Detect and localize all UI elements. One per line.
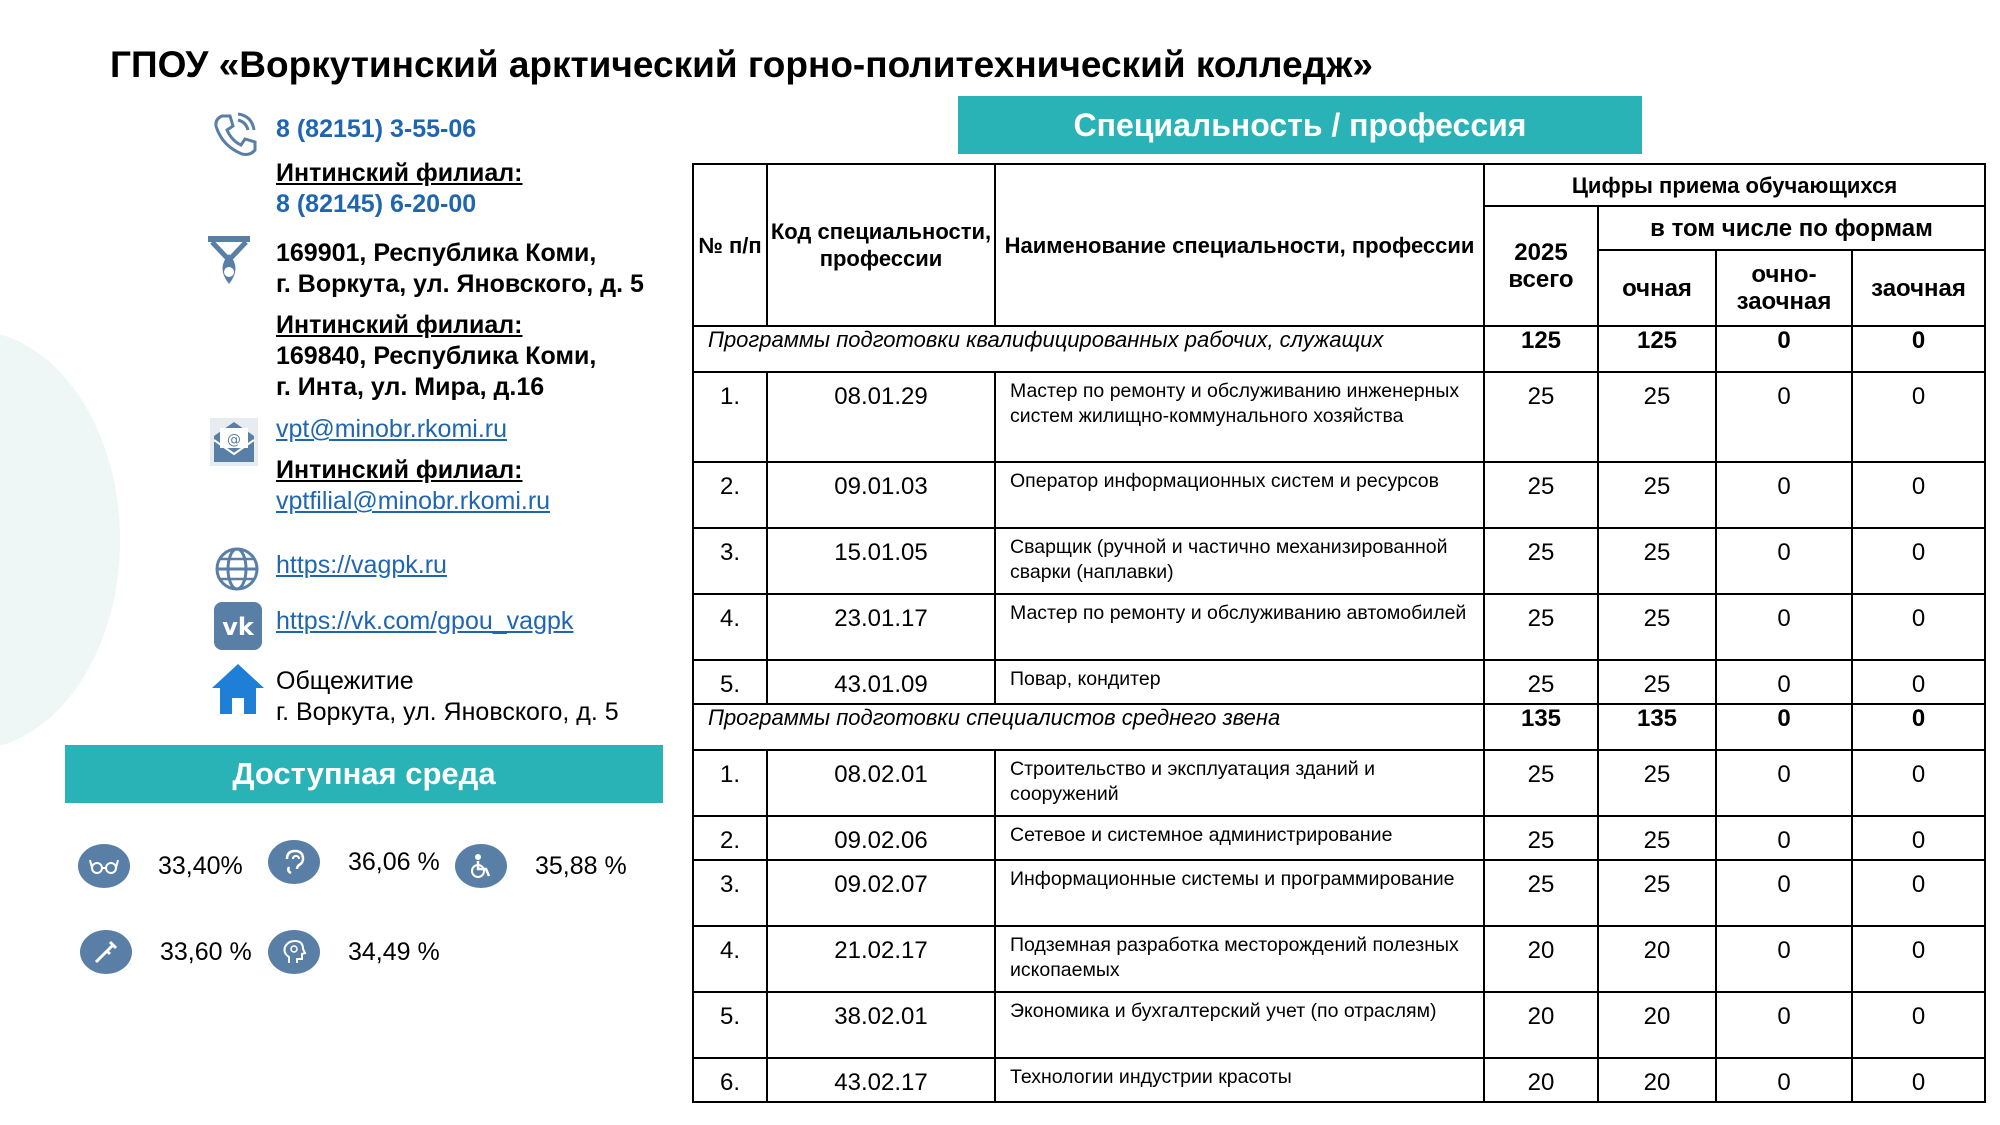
- vk-icon: [214, 602, 270, 658]
- row-total: 25: [1484, 816, 1598, 860]
- row-fulltime: 20: [1598, 926, 1716, 992]
- row-name: Строительство и эксплуатация зданий и сооружений: [995, 750, 1484, 816]
- section-total: 125: [1484, 326, 1598, 372]
- row-mixed: 0: [1716, 992, 1852, 1058]
- dorm-label: Общежитие: [276, 667, 414, 695]
- row-fulltime: 25: [1598, 816, 1716, 860]
- phone-branch-number[interactable]: 8 (82145) 6-20-00: [276, 190, 477, 218]
- row-parttime: 0: [1852, 926, 1985, 992]
- row-number: 6.: [693, 1058, 767, 1102]
- row-fulltime: 25: [1598, 660, 1716, 704]
- accessible-item-mobility: [80, 930, 252, 974]
- address-branch-label: Интинский филиал:: [276, 311, 523, 339]
- row-total: 20: [1484, 1058, 1598, 1102]
- vision-impairment-icon: [78, 844, 130, 888]
- row-parttime: 0: [1852, 750, 1985, 816]
- row-fulltime: 25: [1598, 528, 1716, 594]
- row-total: 25: [1484, 860, 1598, 926]
- table-row: [693, 992, 1985, 1058]
- row-fulltime: 25: [1598, 594, 1716, 660]
- table-row: [693, 528, 1985, 594]
- specialty-table: [692, 163, 1986, 1103]
- accessible-value: 33,60 %: [160, 937, 252, 966]
- header-code: Код специальности, профессии: [767, 164, 995, 326]
- row-number: 2.: [693, 462, 767, 528]
- row-mixed: 0: [1716, 926, 1852, 992]
- table-row: [693, 594, 1985, 660]
- section-title: Программы подготовки специалистов среднего звена: [693, 704, 1484, 750]
- row-mixed: 0: [1716, 750, 1852, 816]
- row-number: 3.: [693, 528, 767, 594]
- row-name: Повар, кондитер: [995, 660, 1484, 704]
- table-row: [693, 660, 1985, 704]
- section-fulltime: 125: [1598, 326, 1716, 372]
- table-row: [693, 816, 1985, 860]
- header-forms: в том числе по формам: [1598, 206, 1985, 250]
- hearing-impairment-icon: [268, 840, 320, 884]
- mobility-impairment-icon: [80, 930, 132, 974]
- row-parttime: 0: [1852, 462, 1985, 528]
- dorm-address: г. Воркута, ул. Яновского, д. 5: [276, 698, 619, 726]
- header-parttime: заочная: [1852, 250, 1985, 326]
- row-total: 25: [1484, 462, 1598, 528]
- svg-text:vk: vk: [222, 613, 254, 641]
- row-fulltime: 25: [1598, 750, 1716, 816]
- specialty-banner: Специальность / профессия: [958, 96, 1642, 154]
- row-parttime: 0: [1852, 594, 1985, 660]
- row-code: 08.02.01: [767, 750, 995, 816]
- vk-link[interactable]: https://vk.com/gpou_vagpk: [276, 607, 574, 635]
- accessible-value: 34,49 %: [348, 937, 440, 966]
- row-total: 25: [1484, 660, 1598, 704]
- header-admission: Цифры приема обучающихся: [1484, 164, 1985, 206]
- row-mixed: 0: [1716, 462, 1852, 528]
- row-number: 1.: [693, 372, 767, 462]
- section-title: Программы подготовки квалифицированных рабочих, служащих: [693, 326, 1484, 372]
- row-fulltime: 25: [1598, 860, 1716, 926]
- row-parttime: 0: [1852, 860, 1985, 926]
- row-number: 3.: [693, 860, 767, 926]
- row-mixed: 0: [1716, 860, 1852, 926]
- location-pin-icon: [204, 232, 260, 288]
- row-mixed: 0: [1716, 1058, 1852, 1102]
- row-code: 09.02.06: [767, 816, 995, 860]
- table-row: [693, 1058, 1985, 1102]
- row-name: Сетевое и системное администрирование: [995, 816, 1484, 860]
- table-row: [693, 372, 1985, 462]
- globe-icon: [214, 546, 270, 602]
- row-code: 43.01.09: [767, 660, 995, 704]
- accessible-value: 36,06 %: [348, 847, 440, 876]
- phone-number[interactable]: 8 (82151) 3-55-06: [276, 115, 477, 143]
- accessible-value: 35,88 %: [535, 851, 627, 880]
- table-row: [693, 860, 1985, 926]
- mental-health-icon: [268, 930, 320, 974]
- header-fulltime: очная: [1598, 250, 1716, 326]
- row-total: 25: [1484, 594, 1598, 660]
- header-num: № п/п: [693, 164, 767, 326]
- row-name: Мастер по ремонту и обслуживанию инженерных систем жилищно-коммунального хозяйства: [995, 372, 1484, 462]
- accessible-item-wheelchair: [455, 844, 627, 888]
- row-code: 38.02.01: [767, 992, 995, 1058]
- row-mixed: 0: [1716, 660, 1852, 704]
- email-icon: [208, 416, 264, 472]
- accessible-banner: Доступная среда: [65, 745, 663, 803]
- row-number: 4.: [693, 926, 767, 992]
- specialty-table-body: [693, 326, 1985, 1102]
- row-name: Информационные системы и программирование: [995, 860, 1484, 926]
- row-mixed: 0: [1716, 372, 1852, 462]
- row-number: 4.: [693, 594, 767, 660]
- row-name: Экономика и бухгалтерский учет (по отраслям): [995, 992, 1484, 1058]
- address-line2: г. Воркута, ул. Яновского, д. 5: [276, 270, 644, 298]
- row-parttime: 0: [1852, 816, 1985, 860]
- address-branch-line1: 169840, Республика Коми,: [276, 342, 597, 370]
- row-code: 09.01.03: [767, 462, 995, 528]
- row-parttime: 0: [1852, 528, 1985, 594]
- row-total: 25: [1484, 372, 1598, 462]
- section-row: [693, 704, 1985, 750]
- accessible-value: 33,40%: [158, 851, 243, 880]
- row-fulltime: 20: [1598, 1058, 1716, 1102]
- row-parttime: 0: [1852, 660, 1985, 704]
- row-name: Мастер по ремонту и обслуживанию автомобилей: [995, 594, 1484, 660]
- row-name: Технологии индустрии красоты: [995, 1058, 1484, 1102]
- header-mixed: очно-заочная: [1716, 250, 1852, 326]
- address-branch-line2: г. Инта, ул. Мира, д.16: [276, 373, 545, 401]
- row-total: 20: [1484, 992, 1598, 1058]
- row-mixed: 0: [1716, 528, 1852, 594]
- section-mixed: 0: [1716, 704, 1852, 750]
- row-name: Оператор информационных систем и ресурсов: [995, 462, 1484, 528]
- accessible-item-mental: [268, 930, 440, 974]
- website-link[interactable]: https://vagpk.ru: [276, 551, 447, 579]
- row-total: 20: [1484, 926, 1598, 992]
- home-icon: [210, 660, 266, 716]
- decorative-circle: [0, 330, 120, 750]
- row-number: 5.: [693, 660, 767, 704]
- page-title: ГПОУ «Воркутинский арктический горно-политехнический колледж»: [110, 44, 1373, 85]
- section-parttime: 0: [1852, 704, 1985, 750]
- section-row: [693, 326, 1985, 372]
- header-name: Наименование специальности, профессии: [995, 164, 1484, 326]
- row-parttime: 0: [1852, 372, 1985, 462]
- svg-text:@: @: [227, 432, 241, 448]
- row-fulltime: 25: [1598, 372, 1716, 462]
- section-mixed: 0: [1716, 326, 1852, 372]
- section-parttime: 0: [1852, 326, 1985, 372]
- row-number: 1.: [693, 750, 767, 816]
- email-link[interactable]: vpt@minobr.rkomi.ru: [276, 415, 507, 443]
- row-total: 25: [1484, 750, 1598, 816]
- row-code: 23.01.17: [767, 594, 995, 660]
- row-code: 08.01.29: [767, 372, 995, 462]
- row-parttime: 0: [1852, 1058, 1985, 1102]
- row-name: Подземная разработка месторождений полезных ископаемых: [995, 926, 1484, 992]
- table-row: [693, 926, 1985, 992]
- email-branch-link[interactable]: vptfilial@minobr.rkomi.ru: [276, 487, 551, 515]
- row-mixed: 0: [1716, 594, 1852, 660]
- address-line1: 169901, Республика Коми,: [276, 239, 597, 267]
- row-code: 09.02.07: [767, 860, 995, 926]
- row-fulltime: 20: [1598, 992, 1716, 1058]
- email-branch-label: Интинский филиал:: [276, 456, 523, 484]
- section-fulltime: 135: [1598, 704, 1716, 750]
- row-parttime: 0: [1852, 992, 1985, 1058]
- row-code: 43.02.17: [767, 1058, 995, 1102]
- section-total: 135: [1484, 704, 1598, 750]
- row-number: 2.: [693, 816, 767, 860]
- table-row: [693, 462, 1985, 528]
- table-row: [693, 750, 1985, 816]
- row-mixed: 0: [1716, 816, 1852, 860]
- row-name: Сварщик (ручной и частично механизированной сварки (наплавки): [995, 528, 1484, 594]
- row-fulltime: 25: [1598, 462, 1716, 528]
- row-code: 21.02.17: [767, 926, 995, 992]
- header-total: 2025 всего: [1484, 206, 1598, 326]
- row-code: 15.01.05: [767, 528, 995, 594]
- wheelchair-icon: [455, 844, 507, 888]
- row-number: 5.: [693, 992, 767, 1058]
- phone-icon: [210, 110, 266, 166]
- accessible-item-hearing: [268, 840, 440, 884]
- phone-branch-label: Интинский филиал:: [276, 159, 523, 187]
- row-total: 25: [1484, 528, 1598, 594]
- accessible-item-vision: [78, 844, 243, 888]
